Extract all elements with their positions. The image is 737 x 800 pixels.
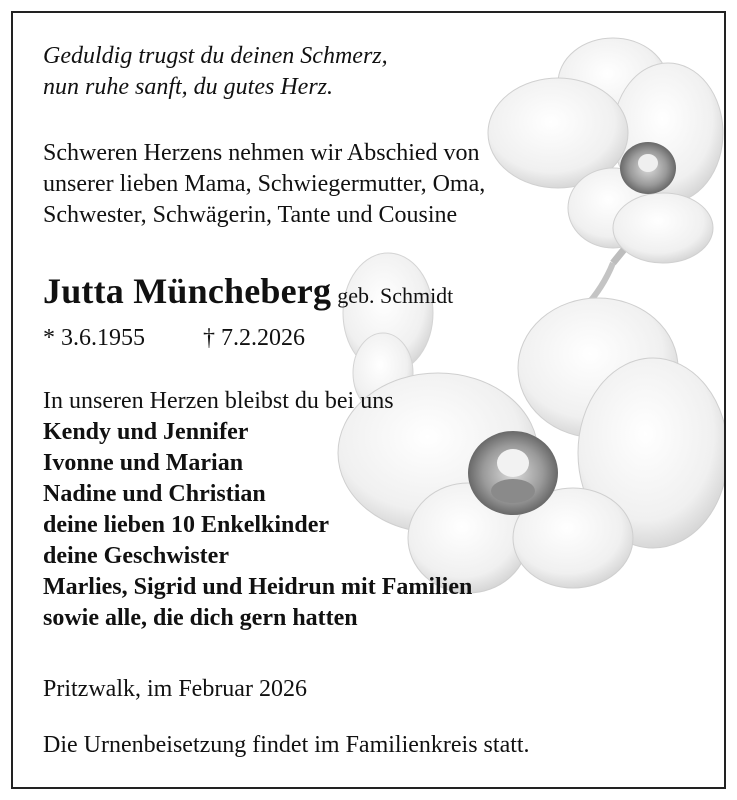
intro-line: unserer lieben Mama, Schwiegermutter, Oma,	[43, 171, 486, 197]
intro-line: Schwester, Schwägerin, Tante und Cousine	[43, 202, 458, 228]
poem	[43, 41, 388, 103]
mourner-entry: deine Geschwister	[43, 543, 229, 569]
mourners-lead: In unseren Herzen bleibst du bei uns	[43, 388, 394, 414]
intro-line: Schweren Herzens nehmen wir Abschied von	[43, 140, 480, 166]
place-date: Pritzwalk, im Februar 2026	[43, 676, 307, 702]
life-dates	[43, 323, 305, 354]
mourner-entry: Ivonne und Marian	[43, 450, 244, 476]
mourner-entry: sowie alle, die dich gern hatten	[43, 605, 358, 631]
obituary-card	[11, 11, 726, 789]
mourner-entry: Nadine und Christian	[43, 481, 266, 507]
intro-text	[43, 138, 485, 231]
deceased-name-line	[43, 271, 453, 316]
birth-date: * 3.6.1955	[43, 325, 145, 351]
mourner-entry: Kendy und Jennifer	[43, 419, 249, 445]
burial-notice: Die Urnenbeisetzung findet im Familienkreis statt.	[43, 732, 530, 758]
maiden-name: geb. Schmidt	[337, 283, 454, 308]
mourners-list	[43, 386, 472, 634]
deceased-name: Jutta Müncheberg	[43, 271, 332, 311]
poem-line: Geduldig trugst du deinen Schmerz,	[43, 43, 388, 69]
mourner-entry: Marlies, Sigrid und Heidrun mit Familien	[43, 574, 473, 600]
poem-line: nun ruhe sanft, du gutes Herz.	[43, 74, 333, 100]
obituary-text	[13, 13, 724, 787]
mourner-entry: deine lieben 10 Enkelkinder	[43, 512, 330, 538]
death-date: † 7.2.2026	[203, 325, 305, 351]
